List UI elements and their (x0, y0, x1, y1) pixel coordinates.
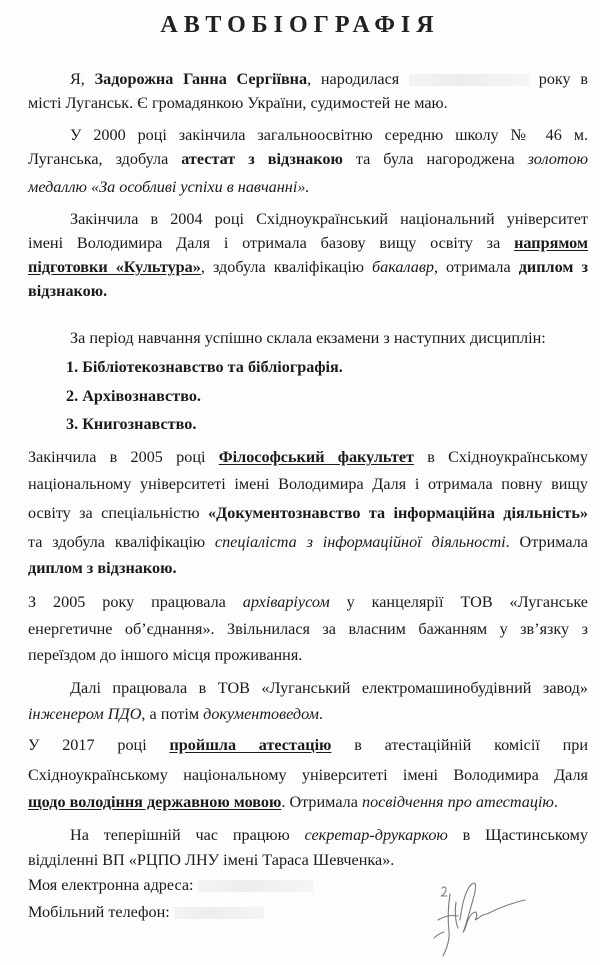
intro-text: Я, (70, 70, 95, 88)
attestation-line-3 (28, 792, 588, 812)
current-text: На теперішній час працюю (70, 826, 305, 844)
bachelor-text: імені Володимира Даля і отримала базову вищу освіту за (28, 234, 515, 252)
specialist-text: освіту за спеціальністю (28, 504, 209, 522)
redacted-birthdate (409, 74, 529, 86)
specialist-text: в Східноукраїнському (413, 448, 588, 466)
bachelor-line-3 (28, 257, 588, 277)
specialist-line-5 (28, 558, 588, 578)
attestation-text: в атестаційній комісії при (331, 736, 588, 754)
attestation-line-2: Східноукраїнському національному університеті імені Володимира Даля (28, 766, 588, 784)
bachelor-line-4 (28, 281, 588, 301)
intro-line-1 (70, 69, 588, 89)
gold-medal-text: золотою (527, 150, 588, 168)
work-text: . (318, 705, 323, 723)
specialist-line-3 (28, 503, 588, 523)
intro-text: , народилася (307, 70, 400, 88)
redacted-phone (174, 907, 264, 919)
attestation-passed: пройшла атестацію (169, 736, 332, 754)
redacted-email (198, 880, 313, 892)
bachelor-text: , отримала (433, 258, 519, 276)
specialist-text: . Отримала (505, 533, 588, 551)
position-engineer: інженером ПДО (28, 705, 142, 723)
exam-item: 3. Книгознавство. (66, 415, 197, 433)
attestation-line-1 (28, 735, 588, 755)
attestation-text: . (553, 793, 558, 811)
school-line-1: У 2000 році закінчила загальноосвітню середню школу № 46 м. (70, 126, 588, 144)
qualification-specialist: спеціаліста з інформаційної діяльності (214, 533, 506, 551)
attestation-text: У 2017 році (28, 736, 170, 754)
intro-line-2: місті Луганськ. Є громадянкою України, судимостей не маю. (28, 94, 448, 112)
work2-line-2 (28, 704, 588, 724)
email-label: Моя електронна адреса: (28, 876, 194, 894)
medal-title: медаллю «За особливі успіхи в навчанні». (28, 178, 310, 196)
specialty-name: «Документознавство та інформаційна діяльність» (208, 504, 588, 522)
position-archivist: архіваріусом (242, 593, 330, 611)
exams-intro: За період навчання успішно склала екзамени з наступних дисциплін: (70, 329, 546, 347)
attestation-certificate: посвідчення про атестацію (361, 793, 554, 811)
qualification-bachelor: бакалавр (371, 258, 434, 276)
work-text: , а потім (141, 705, 204, 723)
certificate-with-honors: атестат з відзнакою (181, 150, 343, 168)
signature-icon (420, 880, 570, 960)
specialist-text: Закінчила в 2005 році (28, 448, 219, 466)
exam-item: 1. Бібліотекознавство та бібліографія. (66, 358, 343, 376)
position-secretary: секретар-друкаркою (304, 826, 448, 844)
specialist-line-2: національному університеті імені Володимира Даля і отримала повну вищу (28, 475, 588, 493)
current-line-1 (70, 825, 588, 845)
school-text: та була нагороджена (342, 150, 528, 168)
direction-name: підготовки «Культура» (28, 258, 201, 276)
specialist-line-1 (28, 447, 588, 467)
work-text: З 2005 року працювала (28, 593, 243, 611)
diploma-text: диплом з (518, 258, 588, 276)
faculty-name: Філософський факультет (218, 448, 414, 466)
state-language-proficiency: щодо володіння державною мовою (28, 793, 282, 811)
intro-text: року в (538, 70, 589, 88)
direction-label: напрямом (514, 234, 588, 252)
work-text: у канцелярії ТОВ «Луганське (329, 593, 588, 611)
current-text: в Щастинському (447, 826, 588, 844)
work1-line-2: енергетичне об’єднання». Звільнилася за власним бажанням у зв’язку з (28, 620, 588, 638)
work1-line-1 (28, 592, 588, 612)
exam-item: 2. Архівознавство. (66, 387, 201, 405)
bachelor-text: , здобула кваліфікацію (200, 258, 372, 276)
phone-label: Мобільний телефон: (28, 903, 170, 921)
specialist-text: та здобула кваліфікацію (28, 533, 215, 551)
bachelor-line-1: Закінчила в 2004 році Східноукраїнський національний університет (70, 210, 588, 228)
diploma-text: відзнакою. (28, 282, 108, 300)
person-name: Задорожна Ганна Сергіївна (94, 70, 308, 88)
document-title: АВТОБІОГРАФІЯ (160, 12, 440, 38)
position-document-manager: документоведом (203, 705, 319, 723)
attestation-text: . Отримала (281, 793, 362, 811)
school-line-3 (28, 177, 588, 197)
work1-line-3: переїздом до іншого місця проживання. (28, 646, 303, 664)
specialist-line-4 (28, 532, 588, 552)
diploma-text: диплом з відзнакою. (28, 559, 177, 577)
bachelor-line-2 (28, 233, 588, 253)
school-line-2 (28, 149, 588, 169)
work2-line-1: Далі працювала в ТОВ «Луганський електромашинобудівний завод» (70, 679, 588, 697)
current-line-2: відділенні ВП «РЦПО ЛНУ імені Тараса Шевченка». (28, 851, 395, 869)
school-text: Луганська, здобула (28, 150, 182, 168)
